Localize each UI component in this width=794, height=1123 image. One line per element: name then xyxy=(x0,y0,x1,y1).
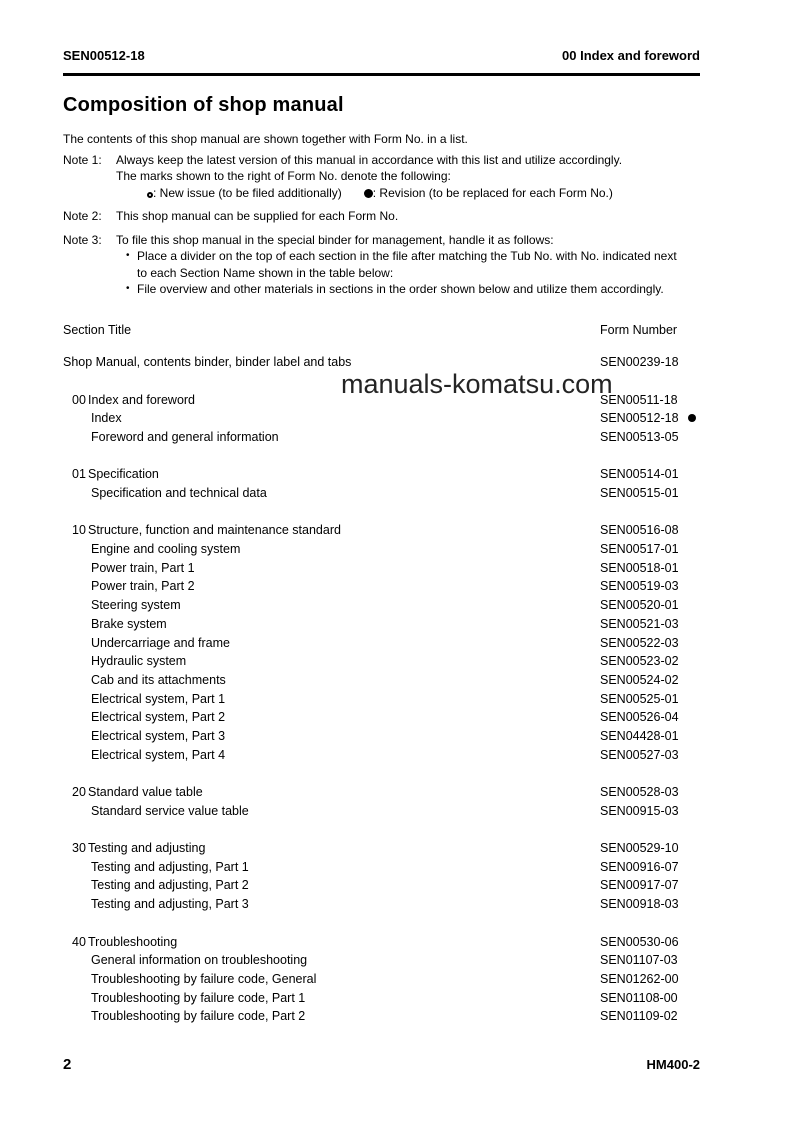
toc-row-form-number: SEN00529-10 xyxy=(600,841,679,856)
header-form-number: SEN00512-18 xyxy=(63,48,145,63)
toc-row xyxy=(63,802,700,821)
toc-row-title: Steering system xyxy=(91,598,181,613)
toc-row-form-number: SEN00916-07 xyxy=(600,859,679,874)
toc-row xyxy=(63,634,700,653)
note-2-body xyxy=(116,208,700,225)
toc-row xyxy=(63,428,700,447)
toc-row-title: Troubleshooting by failure code, Part 2 xyxy=(91,1009,306,1024)
revision-mark-icon xyxy=(688,414,696,422)
header-section-name: 00 Index and foreword xyxy=(562,48,700,63)
footer-page-number: 2 xyxy=(63,1056,72,1073)
toc-row xyxy=(63,391,700,410)
toc-row-title: Shop Manual, contents binder, binder label and tabs xyxy=(63,355,352,370)
toc-row xyxy=(63,353,700,372)
toc-row-form-number: SEN00526-04 xyxy=(600,710,679,725)
toc-row xyxy=(63,652,700,671)
toc-row-form-number: SEN00512-18 xyxy=(600,409,696,428)
toc-row-form-number: SEN00917-07 xyxy=(600,878,679,893)
note-3-bullet-2-text: File overview and other materials in sections in the order shown below and utilize them accordingly. xyxy=(137,282,664,296)
toc-row-number: 30 xyxy=(72,841,86,856)
new-issue-legend xyxy=(147,186,342,200)
toc-row xyxy=(63,559,700,578)
toc-row-number: 10 xyxy=(72,523,86,538)
toc-row-title: Troubleshooting by failure code, Part 1 xyxy=(91,990,306,1005)
toc-groups xyxy=(63,353,700,1026)
toc-row-form-number: SEN00516-08 xyxy=(600,523,679,538)
note-1-line-2: The marks shown to the right of Form No. denote the following: xyxy=(116,169,451,183)
note-1-line-1: Always keep the latest version of this manual in accordance with this list and utilize accordingly. xyxy=(116,152,623,167)
toc-row xyxy=(63,895,700,914)
toc-row-title: Structure, function and maintenance standard xyxy=(88,523,341,538)
toc-row-form-number: SEN00517-01 xyxy=(600,542,679,557)
toc-row-title: Engine and cooling system xyxy=(91,542,241,557)
toc-row-form-number: SEN00513-05 xyxy=(600,429,679,444)
toc-row-title: Testing and adjusting, Part 3 xyxy=(91,897,249,912)
toc-row-title: General information on troubleshooting xyxy=(91,953,308,968)
toc-group xyxy=(63,465,700,502)
toc-row-form-number: SEN00511-18 xyxy=(600,392,678,407)
toc-row-form-number: SEN01109-02 xyxy=(600,1009,678,1024)
toc-row-number: 00 xyxy=(72,392,86,407)
toc-row xyxy=(63,746,700,765)
toc-row-form-number: SEN01108-00 xyxy=(600,990,678,1005)
note-3-bullet-2 xyxy=(116,281,682,298)
toc-row-form-number: SEN01262-00 xyxy=(600,971,679,986)
toc-row xyxy=(63,839,700,858)
toc-row-title: Troubleshooting xyxy=(88,934,178,949)
toc-row-form-number: SEN00918-03 xyxy=(600,897,679,912)
running-header xyxy=(63,48,700,64)
toc-row-title: Index and foreword xyxy=(88,392,196,407)
revision-legend xyxy=(364,186,613,200)
toc-group xyxy=(63,933,700,1026)
note-2-label: Note 2: xyxy=(63,209,102,223)
toc-row xyxy=(63,727,700,746)
new-issue-legend-text: : New issue (to be filed additionally) xyxy=(153,185,342,200)
toc-group xyxy=(63,353,700,372)
note-3-label: Note 3: xyxy=(63,232,102,247)
toc-header-row xyxy=(63,321,700,340)
revision-icon xyxy=(364,189,373,198)
toc-row xyxy=(63,596,700,615)
revision-legend-text: : Revision (to be replaced for each Form No.) xyxy=(372,185,613,200)
note-3-bullet-1 xyxy=(116,248,682,281)
bullet-icon: • xyxy=(126,283,130,294)
toc-row-title: Specification and technical data xyxy=(91,486,267,501)
toc-row-form-number: SEN00514-01 xyxy=(600,467,679,482)
toc-row-title: Electrical system, Part 1 xyxy=(91,691,226,706)
toc-row-form-number: SEN00523-02 xyxy=(600,654,679,669)
note-1-label: Note 1: xyxy=(63,152,102,167)
toc-row xyxy=(63,933,700,952)
toc-row-title: Brake system xyxy=(91,616,167,631)
toc-row-title: Electrical system, Part 2 xyxy=(91,710,226,725)
page-content xyxy=(63,0,700,1026)
toc-row-title: Index xyxy=(91,411,122,426)
header-rule xyxy=(63,73,700,76)
toc-row-form-number: SEN00521-03 xyxy=(600,616,679,631)
toc-row-title: Testing and adjusting, Part 1 xyxy=(91,859,249,874)
toc-row xyxy=(63,690,700,709)
toc-row-form-number: SEN00515-01 xyxy=(600,486,679,501)
page-title: Composition of shop manual xyxy=(63,94,344,116)
toc-row-title: Hydraulic system xyxy=(91,654,187,669)
toc-row-number: 20 xyxy=(72,785,86,800)
note-1-body xyxy=(116,152,700,202)
toc-row xyxy=(63,858,700,877)
note-3-body xyxy=(116,232,700,298)
toc-row-form-number: SEN00524-02 xyxy=(600,672,679,687)
toc-row xyxy=(63,484,700,503)
toc-row-form-number: SEN00915-03 xyxy=(600,803,679,818)
note-1 xyxy=(63,152,700,202)
toc-row xyxy=(63,876,700,895)
toc-group xyxy=(63,783,700,820)
note-2-line-1: This shop manual can be supplied for each Form No. xyxy=(116,209,399,223)
toc-row xyxy=(63,540,700,559)
toc-row xyxy=(63,615,700,634)
toc-row-title: Electrical system, Part 3 xyxy=(91,728,226,743)
toc-row-title: Troubleshooting by failure code, General xyxy=(91,971,317,986)
toc-col-form-number: Form Number xyxy=(600,322,678,337)
toc-row xyxy=(63,1007,700,1026)
page-footer xyxy=(63,1056,700,1073)
marks-legend xyxy=(147,185,700,202)
toc-row-title: Foreword and general information xyxy=(91,429,279,444)
bullet-icon: • xyxy=(126,250,130,261)
note-2 xyxy=(63,208,700,225)
toc-row xyxy=(63,989,700,1008)
toc-row-form-number: SEN00522-03 xyxy=(600,635,679,650)
toc-row-form-number: SEN00528-03 xyxy=(600,785,679,800)
toc-row xyxy=(63,465,700,484)
toc-group xyxy=(63,839,700,914)
toc-row-form-number: SEN00525-01 xyxy=(600,691,679,706)
toc-row xyxy=(63,409,700,428)
toc-row-title: Electrical system, Part 4 xyxy=(91,747,226,762)
toc-row xyxy=(63,521,700,540)
toc-row-form-number: SEN01107-03 xyxy=(600,953,678,968)
toc-group xyxy=(63,521,700,764)
toc-row-title: Standard service value table xyxy=(91,803,249,818)
toc-col-section-title: Section Title xyxy=(63,322,132,337)
toc-row-title: Standard value table xyxy=(88,785,203,800)
footer-model-code: HM400-2 xyxy=(646,1057,700,1072)
toc-row-form-number: SEN00239-18 xyxy=(600,355,679,370)
toc-row-title: Testing and adjusting, Part 2 xyxy=(91,878,249,893)
note-3 xyxy=(63,232,700,298)
toc-row xyxy=(63,970,700,989)
toc-row-form-number: SEN00519-03 xyxy=(600,579,679,594)
toc-group xyxy=(63,391,700,447)
toc-row xyxy=(63,671,700,690)
toc-row xyxy=(63,951,700,970)
note-3-bullet-1-text: Place a divider on the top of each section in the file after matching the Tub No. with No. indicated next to each Section Name shown in the table below: xyxy=(137,249,677,280)
toc-row-title: Specification xyxy=(88,467,159,482)
toc-row-title: Cab and its attachments xyxy=(91,672,226,687)
toc-row-number: 40 xyxy=(72,934,86,949)
toc-row-title: Undercarriage and frame xyxy=(91,635,230,650)
toc-row xyxy=(63,783,700,802)
toc-row xyxy=(63,708,700,727)
toc-row-title: Testing and adjusting xyxy=(88,841,206,856)
toc-row-form-number: SEN00527-03 xyxy=(600,747,679,762)
toc-row-title: Power train, Part 1 xyxy=(91,560,195,575)
toc-row-form-number: SEN04428-01 xyxy=(600,728,679,743)
intro-text: The contents of this shop manual are shown together with Form No. in a list. xyxy=(63,132,468,146)
watermark: manuals-komatsu.com xyxy=(341,369,613,399)
toc-row-title: Power train, Part 2 xyxy=(91,579,195,594)
toc-row-number: 01 xyxy=(72,467,86,482)
note-3-line-1: To file this shop manual in the special binder for management, handle it as follows: xyxy=(116,232,554,247)
toc-row-form-number: SEN00518-01 xyxy=(600,560,679,575)
toc-row-form-number: SEN00530-06 xyxy=(600,934,679,949)
toc-row xyxy=(63,577,700,596)
toc-row-form-number: SEN00520-01 xyxy=(600,598,679,613)
